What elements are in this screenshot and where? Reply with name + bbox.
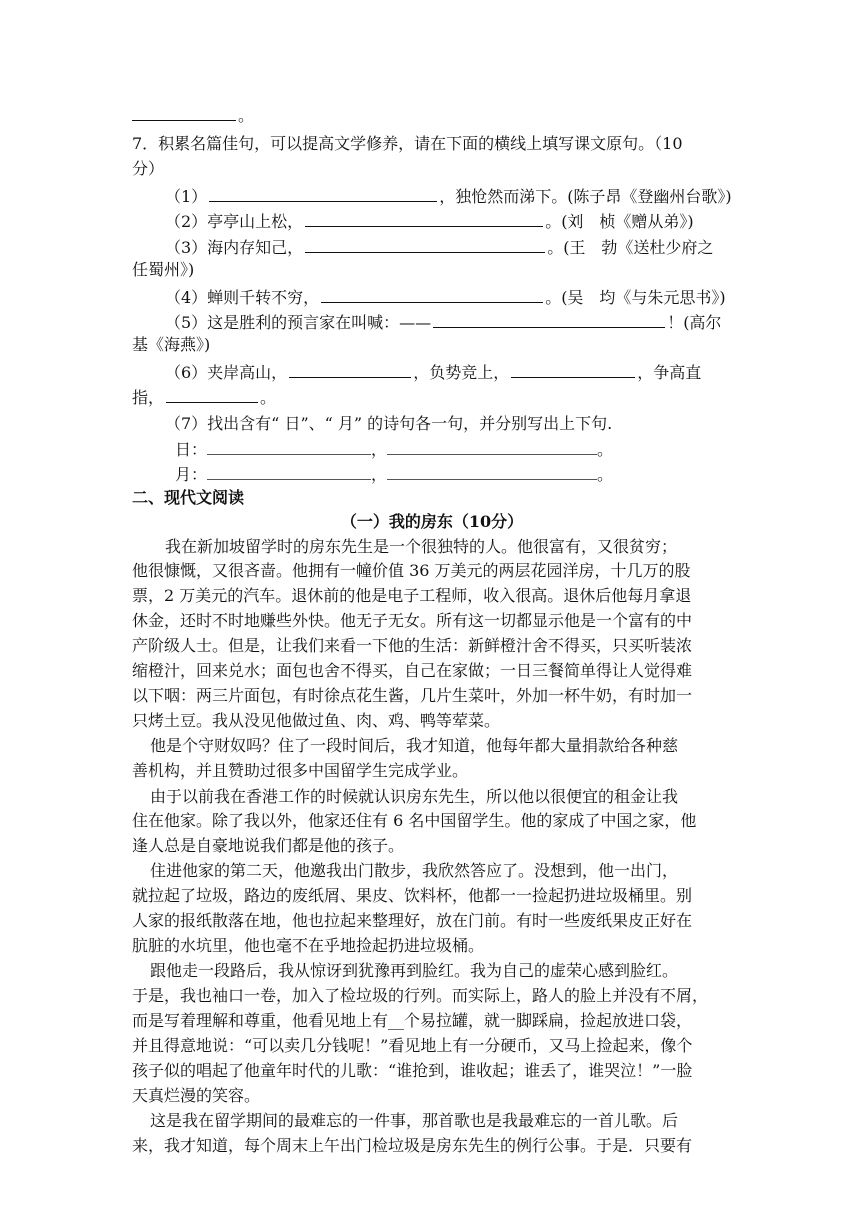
q7-item-5-cont: 基《海燕》) [132, 335, 211, 354]
passage-line: 休金，还时不时地赚些外快。他无子无女。所有这一切都显示他是一个富有的中 [132, 611, 693, 630]
passage-line: 票，2 万美元的汽车。退休前的他是电子工程师，收入很高。退休后他每月拿退 [132, 586, 692, 605]
passage-line: 以下咽：两三片面包，有时徐点花生酱，几片生菜叶，外加一杯牛奶，有时加一 [132, 686, 693, 705]
q7-item-4-source: 。(吴 均《与朱元思书》) [545, 288, 726, 307]
answer-blank[interactable] [207, 438, 371, 455]
ri-label: 日： [175, 440, 208, 459]
passage-line: 我在新加坡留学时的房东先生是一个很独特的人。他很富有，又很贫穷； [165, 537, 678, 556]
passage-line: 跟他走一段路后，我从惊讶到犹豫再到脸红。我为自己的虚荣心感到脸红。 [150, 961, 679, 980]
q7-item-3-cont: 任蜀州》) [132, 260, 195, 279]
answer-blank[interactable] [305, 210, 543, 227]
previous-answer-end: 。 [238, 106, 255, 125]
ri-answer-line [175, 438, 775, 460]
passage-line: 人家的报纸散落在地，他也拉起来整理好，放在门前。有时一些废纸果皮正好在 [132, 911, 693, 930]
q7-item-4 [165, 286, 765, 308]
answer-blank[interactable] [511, 361, 635, 378]
passage-line: 而是写着理解和尊重，他看见地上有__个易拉罐，就一脚踩扁，捡起放进口袋， [132, 1011, 693, 1030]
q7-item-1-prefix: （1） [165, 187, 208, 206]
q7-item-1 [165, 185, 765, 207]
q7-item-4-prefix: （4）蝉则千转不穷， [165, 288, 320, 307]
previous-answer-line [132, 104, 732, 126]
passage-line: 肮脏的水坑里，他也毫不在乎地捡起扔进垃圾桶。 [132, 936, 485, 955]
passage-line: 产阶级人士。但是，让我们来看一下他的生活：新鲜橙汁舍不得买，只买听装浓 [132, 636, 693, 655]
q7-item-2-prefix: （2）亭亭山上松， [165, 212, 304, 231]
q7-item-2-source: 。(刘 桢《赠从弟》) [545, 212, 694, 231]
yue-answer-line [175, 463, 775, 485]
yue-label: 月： [175, 465, 208, 484]
passage-line: 逢人总是自豪地说我们都是他的孩子。 [132, 836, 405, 855]
ri-comma: ， [371, 440, 388, 459]
answer-blank[interactable] [387, 438, 597, 455]
passage-line: 善机构，并且赞助过很多中国留学生完成学业。 [132, 761, 469, 780]
q7-item-6 [165, 361, 765, 383]
q7-item-2 [165, 210, 765, 232]
ri-period: 。 [597, 440, 614, 459]
answer-blank[interactable] [433, 311, 665, 328]
answer-blank[interactable] [166, 386, 258, 403]
q7-item-5 [165, 311, 765, 333]
question-7-intro: 7．积累名篇佳句，可以提高文学修养，请在下面的横线上填写课文原句。（10 [132, 134, 683, 153]
q7-item-6-prefix: （6）夹岸高山， [165, 363, 288, 382]
passage-line: 只烤土豆。我从没见他做过鱼、肉、鸡、鸭等荤菜。 [132, 711, 501, 730]
q7-item-3-source: 。(王 勃《送杜少府之 [547, 238, 714, 257]
answer-blank[interactable] [387, 463, 597, 480]
passage-line: 由于以前我在香港工作的时候就认识房东先生，所以他以很便宜的租金让我 [150, 787, 679, 806]
q7-item-5-source: ！(高尔 [667, 313, 722, 332]
q7-item-3 [165, 236, 765, 258]
yue-period: 。 [597, 465, 614, 484]
q7-item-7: （7）找出含有“ 日”、“ 月” 的诗句各一句，并分别写出上下句. [165, 414, 613, 433]
answer-blank[interactable] [305, 236, 545, 253]
q7-item-5-prefix: （5）这是胜利的预言家在叫喊：—— [165, 313, 432, 332]
passage-line: 来，我才知道，每个周末上午出门检垃圾是房东先生的例行公事。于是．只要有 [132, 1136, 693, 1155]
passage-title: （一）我的房东（10分） [340, 512, 524, 531]
answer-blank[interactable] [207, 463, 371, 480]
passage-line: 这是我在留学期间的最难忘的一件事，那首歌也是我最难忘的一首儿歌。后 [150, 1111, 679, 1130]
question-7-intro-cont: 分） [132, 159, 165, 178]
passage-line: 他是个守财奴吗？住了一段时间后，我才知道，他每年都大量捐款给各种慈 [150, 736, 679, 755]
passage-line: 缩橙汁，回来兑水；面包也舍不得买，自己在家做；一日三餐简单得让人觉得难 [132, 661, 693, 680]
passage-line: 并且得意地说：“可以卖几分钱呢！”看见地上有一分硬币，又马上捡起来，像个 [132, 1036, 693, 1055]
answer-blank[interactable] [209, 185, 437, 202]
passage-line: 住进他家的第二天，他邀我出门散步，我欣然答应了。没想到，他一出门， [150, 861, 679, 880]
yue-comma: ， [371, 465, 388, 484]
answer-blank[interactable] [321, 286, 543, 303]
q7-item-6-mid-1: ，负势竞上， [413, 363, 510, 382]
passage-line: 于是，我也袖口一卷，加入了检垃圾的行列。而实际上，路人的脸上并没有不屑， [132, 986, 709, 1005]
passage-line: 孩子似的唱起了他童年时代的儿歌：“谁抢到，谁收起；谁丢了，谁哭泣！”一脸 [132, 1061, 693, 1080]
section-heading: 二、现代文阅读 [132, 488, 245, 507]
passage-line: 住在他家。除了我以外，他家还住有 6 名中国留学生。他的家成了中国之家，他 [132, 811, 697, 830]
passage-line: 天真烂漫的笑容。 [132, 1086, 261, 1105]
answer-blank[interactable] [289, 361, 411, 378]
q7-item-6-mid-2: ，争高直 [637, 363, 702, 382]
q7-item-6-cont [132, 386, 732, 408]
q7-item-3-prefix: （3）海内存知己， [165, 238, 304, 257]
passage-line: 他很慷慨，又很吝啬。他拥有一幢价值 36 万美元的两层花园洋房，十几万的股 [132, 561, 691, 580]
q7-item-1-source: ，独怆然而涕下。(陈子昂《登幽州台歌》) [439, 187, 732, 206]
q7-item-6-cont-end: 。 [260, 388, 277, 407]
answer-blank[interactable] [132, 104, 236, 121]
q7-item-6-cont-prefix: 指， [132, 388, 165, 407]
passage-line: 就拉起了垃圾，路边的废纸屑、果皮、饮料杯，他都一一捡起扔进垃圾桶里。别 [132, 886, 693, 905]
